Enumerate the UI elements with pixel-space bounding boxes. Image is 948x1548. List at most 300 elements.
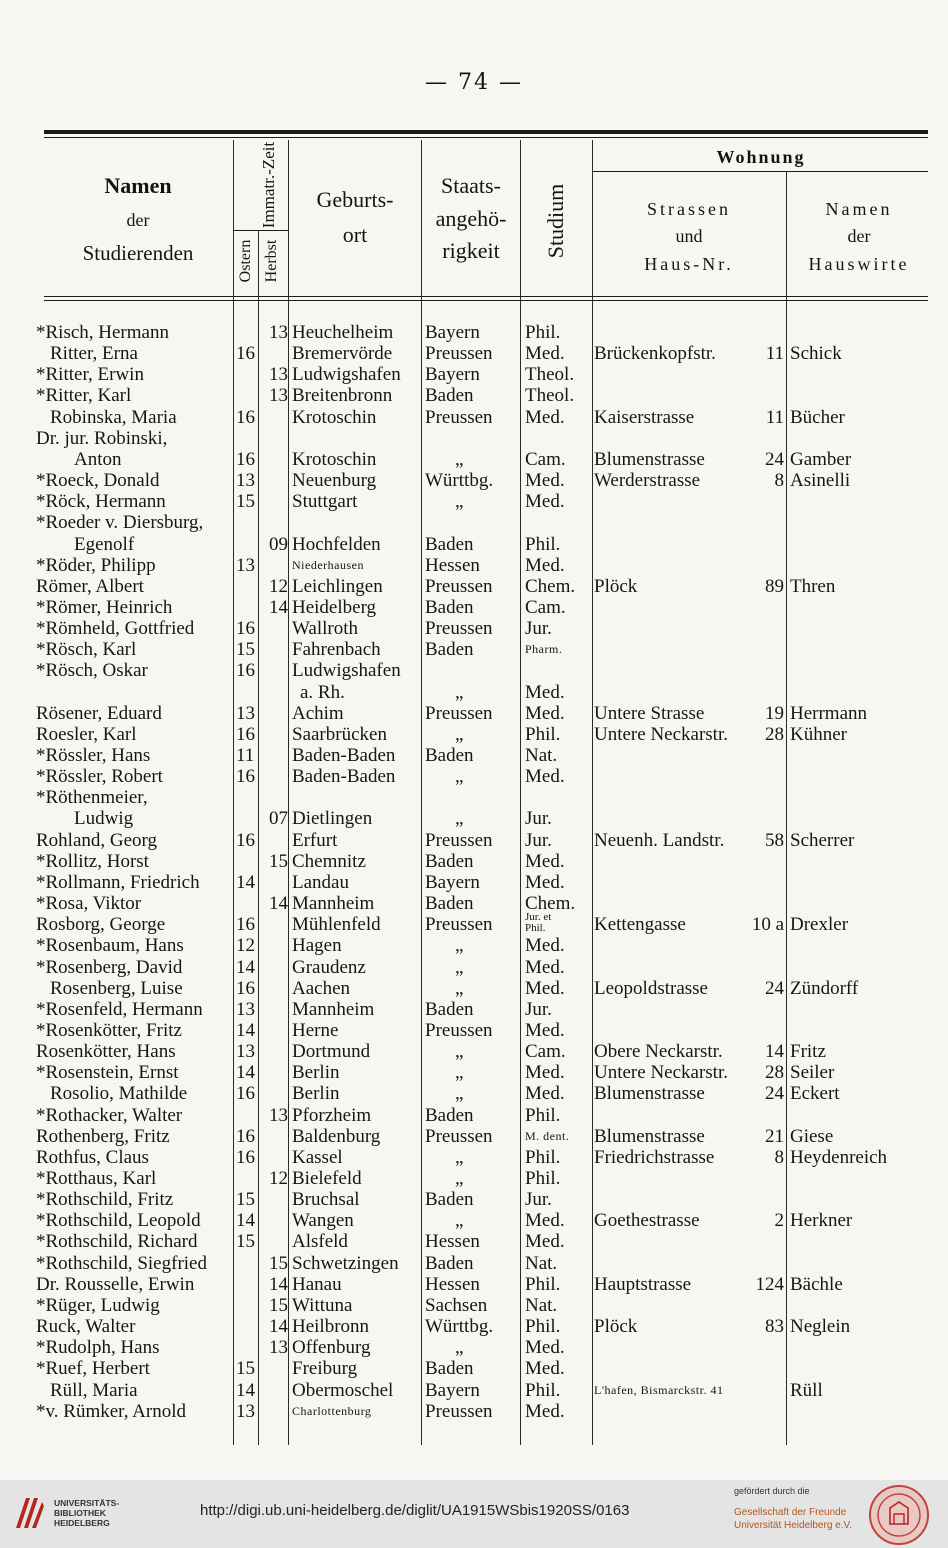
student-name: *Rothschild, Siegfried bbox=[36, 1252, 207, 1274]
student-name: *Röthenmeier, bbox=[36, 787, 148, 809]
geburtsort: Stuttgart bbox=[292, 491, 358, 513]
student-name: Rosenkötter, Hans bbox=[36, 1041, 176, 1063]
studium: Jur. bbox=[525, 829, 552, 851]
student-name: Ludwig bbox=[74, 808, 134, 830]
staatsangehoerigkeit: Württbg. bbox=[425, 470, 494, 492]
hauswirt: Rüll bbox=[790, 1379, 823, 1401]
hauswirt: Drexler bbox=[790, 914, 849, 936]
student-name: Ritter, Erna bbox=[50, 343, 138, 365]
table-row bbox=[0, 1253, 948, 1274]
header-hauswirte-2: der bbox=[847, 226, 871, 247]
student-name: Rösener, Eduard bbox=[36, 702, 162, 724]
studium: Med. bbox=[525, 470, 565, 492]
staatsangehoerigkeit: „ bbox=[455, 766, 464, 788]
studium: Med. bbox=[525, 977, 565, 999]
herbst-semester: 09 bbox=[269, 533, 288, 555]
studium: Phil. bbox=[525, 1316, 561, 1338]
studium: Phil. bbox=[525, 1379, 561, 1401]
staatsangehoerigkeit: „ bbox=[455, 935, 464, 957]
staatsangehoerigkeit: Preussen bbox=[425, 406, 493, 428]
footer-bar bbox=[0, 1480, 948, 1548]
strasse: Blumenstrasse bbox=[594, 1083, 705, 1105]
library-name bbox=[54, 1498, 119, 1528]
staatsangehoerigkeit: „ bbox=[455, 723, 464, 745]
strasse: Neuenh. Landstr. bbox=[594, 829, 725, 851]
ostern-semester: 14 bbox=[236, 1019, 255, 1041]
table-row bbox=[0, 1295, 948, 1316]
herbst-semester: 15 bbox=[269, 850, 288, 872]
header-namen-2: der bbox=[126, 209, 150, 230]
staatsangehoerigkeit: „ bbox=[455, 808, 464, 830]
staatsangehoerigkeit: Preussen bbox=[425, 702, 493, 724]
table-row bbox=[0, 512, 948, 533]
geburtsort: Niederhausen bbox=[292, 557, 364, 572]
student-name: *Römheld, Gottfried bbox=[36, 618, 195, 640]
student-name: *Rosenberg, David bbox=[36, 956, 183, 978]
table-row bbox=[0, 1189, 948, 1210]
geburtsort: Breitenbronn bbox=[292, 385, 393, 407]
student-name: Anton bbox=[74, 448, 122, 470]
geburtsort: Chemnitz bbox=[292, 850, 366, 872]
studium: Med. bbox=[525, 1358, 565, 1380]
geburtsort: Freiburg bbox=[292, 1358, 358, 1380]
ostern-semester: 16 bbox=[236, 829, 255, 851]
student-name: Roesler, Karl bbox=[36, 723, 137, 745]
geburtsort: Schwetzingen bbox=[292, 1252, 399, 1274]
geburtsort: Bremervörde bbox=[292, 343, 393, 365]
studium: Med. bbox=[525, 1400, 565, 1422]
staatsangehoerigkeit: Bayern bbox=[425, 322, 480, 343]
strasse: Plöck bbox=[594, 575, 638, 597]
staatsangehoerigkeit: Preussen bbox=[425, 914, 493, 936]
staatsangehoerigkeit: Baden bbox=[425, 1252, 474, 1274]
table-row bbox=[0, 639, 948, 660]
table-row bbox=[0, 978, 948, 999]
hausnummer: 83 bbox=[765, 1316, 784, 1338]
header-wohnung: Wohnung bbox=[716, 147, 806, 167]
hausnummer: 11 bbox=[765, 343, 784, 365]
studium: Cam. bbox=[525, 448, 566, 470]
studium: Phil. bbox=[525, 1104, 561, 1126]
studium: Med. bbox=[525, 406, 565, 428]
student-name: *Rosenfeld, Hermann bbox=[36, 998, 203, 1020]
table-row bbox=[0, 322, 948, 343]
studium: Med. bbox=[525, 1210, 565, 1232]
geburtsort: Kassel bbox=[292, 1146, 343, 1168]
table-row bbox=[0, 1126, 948, 1147]
hausnummer: 124 bbox=[755, 1273, 784, 1295]
student-name: *v. Rümker, Arnold bbox=[36, 1400, 186, 1422]
student-name: *Rosa, Viktor bbox=[36, 893, 142, 915]
table-row bbox=[0, 1147, 948, 1168]
header-immatr-zeit: Immatr.-Zeit bbox=[259, 141, 278, 229]
geburtsort: Bruchsal bbox=[292, 1189, 360, 1211]
studium: Med. bbox=[525, 1019, 565, 1041]
studium: Jur. bbox=[525, 618, 552, 640]
staatsangehoerigkeit: Preussen bbox=[425, 618, 493, 640]
student-name: *Rösch, Karl bbox=[36, 639, 137, 661]
ostern-semester: 13 bbox=[236, 998, 255, 1020]
studium: Theol. bbox=[525, 364, 575, 386]
library-name-3: HEIDELBERG bbox=[54, 1518, 110, 1528]
geburtsort: Landau bbox=[292, 871, 349, 893]
hausnummer: 19 bbox=[765, 702, 784, 724]
table-row bbox=[0, 851, 948, 872]
header-hauswirte-1: Namen bbox=[825, 199, 893, 219]
table-row bbox=[0, 808, 948, 829]
staatsangehoerigkeit: Württbg. bbox=[425, 1316, 494, 1338]
staatsangehoerigkeit: „ bbox=[455, 1168, 464, 1189]
student-name: Dr. jur. Robinski, bbox=[36, 427, 168, 449]
studium: Nat. bbox=[525, 1252, 558, 1274]
geburtsort: Bielefeld bbox=[292, 1168, 362, 1189]
strasse: L'hafen, Bismarckstr. 41 bbox=[594, 1382, 724, 1397]
hausnummer: 8 bbox=[774, 1146, 784, 1168]
strasse: Werderstrasse bbox=[594, 470, 701, 492]
strasse: Untere Strasse bbox=[594, 702, 705, 724]
header-herbst: Herbst bbox=[263, 239, 280, 283]
student-name: *Rössler, Robert bbox=[36, 766, 163, 788]
staatsangehoerigkeit: Baden bbox=[425, 596, 474, 618]
table-row bbox=[0, 555, 948, 576]
ostern-semester: 12 bbox=[236, 935, 255, 957]
header-namen-3: Studierenden bbox=[82, 240, 194, 265]
staatsangehoerigkeit: „ bbox=[455, 491, 464, 513]
ostern-semester: 11 bbox=[236, 745, 255, 766]
geburtsort: Achim bbox=[292, 702, 344, 724]
hauswirt: Seiler bbox=[790, 1062, 835, 1084]
library-name-1: UNIVERSITÄTS- bbox=[54, 1498, 120, 1508]
geburtsort: Wangen bbox=[292, 1210, 354, 1232]
table-row bbox=[0, 618, 948, 639]
staatsangehoerigkeit: „ bbox=[455, 977, 464, 999]
strasse: Hauptstrasse bbox=[594, 1273, 692, 1295]
student-name: Dr. Rousselle, Erwin bbox=[36, 1273, 195, 1295]
hauswirt: Schick bbox=[790, 343, 842, 365]
geburtsort: Dortmund bbox=[292, 1041, 371, 1063]
studium: Jur. bbox=[525, 1189, 552, 1211]
studium: Jur. bbox=[525, 998, 552, 1020]
student-name: *Röder, Philipp bbox=[36, 554, 156, 576]
header-geburtsort bbox=[290, 186, 420, 249]
hauswirt: Giese bbox=[790, 1125, 834, 1147]
geburtsort: Aachen bbox=[292, 977, 351, 999]
student-name: *Rosenkötter, Fritz bbox=[36, 1019, 182, 1041]
geburtsort: Charlottenburg bbox=[292, 1403, 372, 1418]
ostern-semester: 16 bbox=[236, 448, 255, 470]
studium: Med. bbox=[525, 702, 565, 724]
table-row bbox=[0, 1401, 948, 1422]
student-name: *Rosenstein, Ernst bbox=[36, 1062, 179, 1084]
table-row bbox=[0, 407, 948, 428]
geburtsort: Ludwigshafen bbox=[292, 364, 401, 386]
staatsangehoerigkeit: „ bbox=[455, 448, 464, 470]
ostern-semester: 16 bbox=[236, 914, 255, 936]
table-row bbox=[0, 1274, 948, 1295]
society-name bbox=[734, 1506, 852, 1532]
hauswirt: Bücher bbox=[790, 406, 845, 428]
ostern-semester: 15 bbox=[236, 1189, 255, 1211]
header-ostern: Ostern bbox=[237, 239, 254, 283]
student-name: Rosborg, George bbox=[36, 914, 166, 936]
herbst-semester: 13 bbox=[269, 1337, 288, 1359]
studium: Med. bbox=[525, 1062, 565, 1084]
geburtsort: Herne bbox=[292, 1019, 339, 1041]
table-row bbox=[0, 1083, 948, 1104]
table-row bbox=[0, 911, 948, 936]
table-row bbox=[0, 364, 948, 385]
herbst-semester: 13 bbox=[269, 385, 288, 407]
staatsangehoerigkeit: Baden bbox=[425, 850, 474, 872]
table-row bbox=[0, 1041, 948, 1062]
permalink-url[interactable]: http://digi.ub.uni-heidelberg.de/diglit/UA1915WSbis1920SS/0163 bbox=[200, 1502, 630, 1519]
table-row bbox=[0, 787, 948, 808]
student-name: *Roeder v. Diersburg, bbox=[36, 512, 204, 534]
strasse: Kaiserstrasse bbox=[594, 406, 695, 428]
studium: Jur. bbox=[525, 808, 552, 830]
staatsangehoerigkeit: Preussen bbox=[425, 1125, 493, 1147]
staatsangehoerigkeit: Baden bbox=[425, 1104, 474, 1126]
ostern-semester: 15 bbox=[236, 1231, 255, 1253]
studium: Med. bbox=[525, 935, 565, 957]
student-name: Rothfus, Claus bbox=[36, 1146, 149, 1168]
ostern-semester: 14 bbox=[236, 1062, 255, 1084]
geburtsort: Baldenburg bbox=[292, 1125, 381, 1147]
student-name: *Ritter, Erwin bbox=[36, 364, 144, 386]
geburtsort: Erfurt bbox=[292, 829, 338, 851]
student-name: Rothenberg, Fritz bbox=[36, 1125, 170, 1147]
staatsangehoerigkeit: Hessen bbox=[425, 554, 480, 576]
student-name: *Rothacker, Walter bbox=[36, 1104, 183, 1126]
top-rule bbox=[44, 130, 928, 134]
hauswirt: Fritz bbox=[790, 1041, 826, 1063]
studium: Med. bbox=[525, 554, 565, 576]
page-number: — 74 — bbox=[425, 70, 523, 95]
strasse: Friedrichstrasse bbox=[594, 1146, 715, 1168]
strasse: Blumenstrasse bbox=[594, 448, 705, 470]
studium: Chem. bbox=[525, 893, 576, 915]
studium: Med. bbox=[525, 871, 565, 893]
ostern-semester: 16 bbox=[236, 1125, 255, 1147]
table-row bbox=[0, 576, 948, 597]
student-name: *Roeck, Donald bbox=[36, 470, 160, 492]
ostern-semester: 13 bbox=[236, 554, 255, 576]
header-studium: Studium bbox=[543, 183, 568, 259]
geburtsort: Heidelberg bbox=[292, 596, 377, 618]
header-hauswirte-3: Hauswirte bbox=[808, 253, 910, 274]
student-name: *Rollitz, Horst bbox=[36, 850, 149, 872]
geburtsort: Mannheim bbox=[292, 893, 375, 915]
geburtsort: Baden-Baden bbox=[292, 766, 396, 788]
hausnummer: 2 bbox=[774, 1210, 784, 1232]
studium: Phil. bbox=[525, 533, 561, 555]
table-row bbox=[0, 1062, 948, 1083]
ostern-semester: 13 bbox=[236, 1400, 255, 1422]
herbst-semester: 13 bbox=[269, 364, 288, 386]
strasse: Goethestrasse bbox=[594, 1210, 700, 1232]
hausnummer: 28 bbox=[765, 723, 784, 745]
staatsangehoerigkeit: Bayern bbox=[425, 871, 480, 893]
ostern-semester: 16 bbox=[236, 977, 255, 999]
geburtsort: Berlin bbox=[292, 1083, 340, 1105]
herbst-semester: 15 bbox=[269, 1252, 288, 1274]
ostern-semester: 16 bbox=[236, 1083, 255, 1105]
staatsangehoerigkeit: Preussen bbox=[425, 829, 493, 851]
ostern-semester: 16 bbox=[236, 406, 255, 428]
table-row bbox=[0, 745, 948, 766]
studium: Phil. bbox=[525, 1146, 561, 1168]
header-geburtsort-2: ort bbox=[342, 221, 368, 247]
staatsangehoerigkeit: „ bbox=[455, 1083, 464, 1105]
geburtsort: Berlin bbox=[292, 1062, 340, 1084]
table-row bbox=[0, 343, 948, 364]
staatsangehoerigkeit: Sachsen bbox=[425, 1294, 488, 1316]
student-name: Egenolf bbox=[74, 533, 135, 555]
herbst-semester: 12 bbox=[269, 1168, 288, 1189]
strasse: Plöck bbox=[594, 1316, 638, 1338]
hausnummer: 89 bbox=[765, 575, 784, 597]
society-name-2: Universität Heidelberg e.V. bbox=[734, 1520, 853, 1531]
geburtsort: Heilbronn bbox=[292, 1316, 370, 1338]
staatsangehoerigkeit: „ bbox=[455, 1210, 464, 1232]
university-seal-icon bbox=[868, 1484, 930, 1546]
ostern-semester: 14 bbox=[236, 1379, 255, 1401]
table-row bbox=[0, 1380, 948, 1401]
strasse: Leopoldstrasse bbox=[594, 977, 708, 999]
studium: Med. bbox=[525, 681, 565, 703]
geburtsort: Baden-Baden bbox=[292, 745, 396, 766]
geburtsort: Mühlenfeld bbox=[292, 914, 381, 936]
studium: Med. bbox=[525, 1337, 565, 1359]
table-row bbox=[0, 1231, 948, 1252]
header-staats-3: rigkeit bbox=[442, 238, 500, 264]
library-logo-icon bbox=[12, 1494, 46, 1532]
student-name: *Risch, Hermann bbox=[36, 322, 169, 343]
student-name: *Rössler, Hans bbox=[36, 745, 151, 766]
hausnummer: 28 bbox=[765, 1062, 784, 1084]
hauswirt: Neglein bbox=[790, 1316, 851, 1338]
studium: Pharm. bbox=[525, 642, 563, 657]
student-name: Rosenberg, Luise bbox=[50, 977, 183, 999]
staatsangehoerigkeit: Baden bbox=[425, 745, 474, 766]
strasse: Untere Neckarstr. bbox=[594, 723, 728, 745]
table-row bbox=[0, 935, 948, 956]
geburtsort: a. Rh. bbox=[300, 681, 345, 703]
herbst-semester: 14 bbox=[269, 1316, 288, 1338]
ostern-semester: 14 bbox=[236, 956, 255, 978]
header-staats-2: angehö- bbox=[435, 205, 507, 231]
staatsangehoerigkeit: Baden bbox=[425, 893, 474, 915]
student-name: *Rothschild, Fritz bbox=[36, 1189, 174, 1211]
hausnummer: 58 bbox=[765, 829, 784, 851]
studium: Med. bbox=[525, 343, 565, 365]
ostern-semester: 13 bbox=[236, 1041, 255, 1063]
staatsangehoerigkeit: „ bbox=[455, 1337, 464, 1359]
staatsangehoerigkeit: Baden bbox=[425, 639, 474, 661]
hausnummer: 8 bbox=[774, 470, 784, 492]
hauswirt: Gamber bbox=[790, 448, 852, 470]
studium: Phil. bbox=[525, 723, 561, 745]
studium: Cam. bbox=[525, 1041, 566, 1063]
geburtsort: Offenburg bbox=[292, 1337, 371, 1359]
header-strassen bbox=[594, 198, 784, 276]
studium: Cam. bbox=[525, 596, 566, 618]
herbst-semester: 13 bbox=[269, 322, 288, 343]
staatsangehoerigkeit: Baden bbox=[425, 533, 474, 555]
studium: Phil. bbox=[525, 322, 561, 343]
hauswirt: Asinelli bbox=[790, 470, 851, 492]
table-row bbox=[0, 682, 948, 703]
hauswirt: Thren bbox=[790, 575, 836, 597]
geburtsort: Fahrenbach bbox=[292, 639, 381, 661]
table-row bbox=[0, 1210, 948, 1231]
header-staats-1: Staats- bbox=[441, 173, 501, 198]
hauswirt: Eckert bbox=[790, 1083, 840, 1105]
table-row bbox=[0, 491, 948, 512]
student-name: *Rothschild, Richard bbox=[36, 1231, 198, 1253]
student-name: *Römer, Heinrich bbox=[36, 596, 173, 618]
table-row bbox=[0, 957, 948, 978]
table-row bbox=[0, 724, 948, 745]
table-row bbox=[0, 999, 948, 1020]
staatsangehoerigkeit: „ bbox=[455, 1146, 464, 1168]
student-name: Rüll, Maria bbox=[50, 1379, 138, 1401]
student-name: *Ruef, Herbert bbox=[36, 1358, 150, 1380]
ostern-semester: 15 bbox=[236, 639, 255, 661]
table-row bbox=[0, 597, 948, 618]
geburtsort: Leichlingen bbox=[292, 575, 383, 597]
ostern-semester: 16 bbox=[236, 1146, 255, 1168]
student-name: *Rudolph, Hans bbox=[36, 1337, 160, 1359]
hauswirt: Heydenreich bbox=[790, 1146, 888, 1168]
student-name: *Röck, Hermann bbox=[36, 491, 166, 513]
hauswirt: Kühner bbox=[790, 723, 847, 745]
studium: Phil. bbox=[525, 1168, 561, 1189]
table-row bbox=[0, 428, 948, 449]
table-row bbox=[0, 703, 948, 724]
table-row bbox=[0, 830, 948, 851]
staatsangehoerigkeit: „ bbox=[455, 1062, 464, 1084]
staatsangehoerigkeit: Baden bbox=[425, 1189, 474, 1211]
geburtsort: Obermoschel bbox=[292, 1379, 394, 1401]
table-row bbox=[0, 449, 948, 470]
top-rule-thin bbox=[44, 137, 928, 138]
header-geburtsort-1: Geburts- bbox=[316, 187, 394, 212]
staatsangehoerigkeit: Bayern bbox=[425, 1379, 480, 1401]
studium: Nat. bbox=[525, 1294, 558, 1316]
geburtsort: Hochfelden bbox=[292, 533, 381, 555]
ostern-semester: 14 bbox=[236, 1210, 255, 1232]
student-name: Robinska, Maria bbox=[50, 406, 177, 428]
ostern-semester: 15 bbox=[236, 491, 255, 513]
header-bottom-rule bbox=[44, 296, 928, 297]
herbst-semester: 12 bbox=[269, 575, 288, 597]
header-namen bbox=[44, 172, 232, 267]
herbst-semester: 15 bbox=[269, 1294, 288, 1316]
ostern-semester: 13 bbox=[236, 702, 255, 724]
header-strassen-1: Strassen bbox=[647, 199, 731, 219]
geburtsort: Neuenburg bbox=[292, 470, 377, 492]
student-name: *Rothschild, Leopold bbox=[36, 1210, 201, 1232]
table-row bbox=[0, 660, 948, 681]
table-row bbox=[0, 534, 948, 555]
studium: M. dent. bbox=[525, 1128, 570, 1143]
geburtsort: Dietlingen bbox=[292, 808, 373, 830]
studium: Chem. bbox=[525, 575, 576, 597]
ostern-semester: 16 bbox=[236, 766, 255, 788]
table-row bbox=[0, 1316, 948, 1337]
geburtsort: Mannheim bbox=[292, 998, 375, 1020]
